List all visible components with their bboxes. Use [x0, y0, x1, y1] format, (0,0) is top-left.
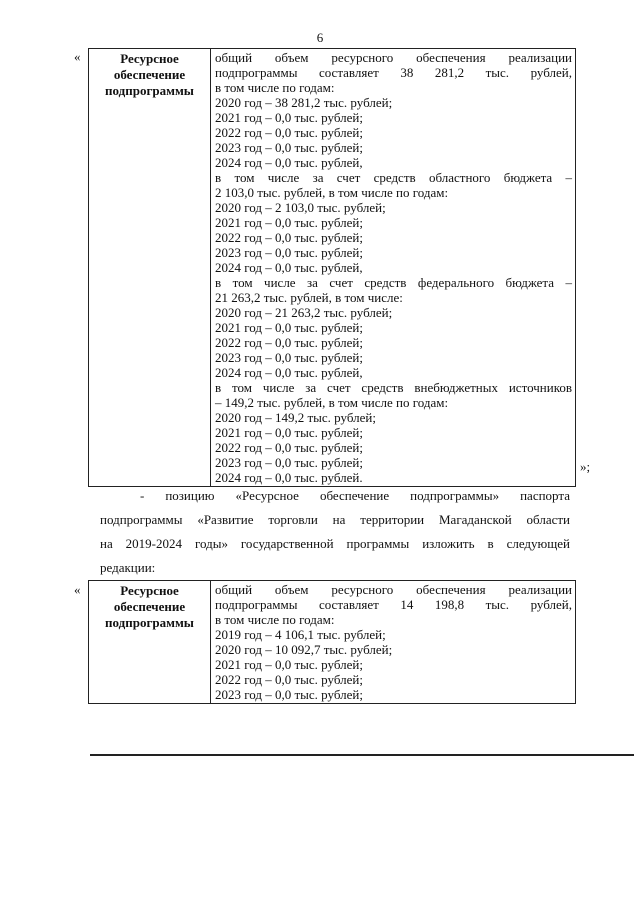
resource-line: 2022 год – 0,0 тыс. рублей; — [215, 230, 363, 245]
resource-line: 2019 год – 4 106,1 тыс. рублей; — [215, 627, 386, 642]
resource-line: 2021 год – 0,0 тыс. рублей; — [215, 320, 363, 335]
label-line: подпрограммы — [105, 615, 194, 630]
resource-line: 2021 год – 0,0 тыс. рублей; — [215, 657, 363, 672]
resource-line: в том числе за счет средств федерального бюджета – — [215, 275, 572, 290]
resource-line: 2 103,0 тыс. рублей, в том числе по годам: — [215, 185, 449, 200]
paragraph-line: редакции: — [100, 560, 156, 575]
resource-table-1 — [88, 48, 576, 487]
resource-content-cell — [211, 581, 576, 704]
resource-line: 2023 год – 0,0 тыс. рублей; — [215, 140, 363, 155]
paragraph-line: - позицию «Ресурсное обеспечение подпрограммы» паспорта — [140, 488, 570, 503]
resource-line: в том числе по годам: — [215, 612, 335, 627]
resource-content-cell — [211, 49, 576, 487]
resource-line: 2023 год – 0,0 тыс. рублей; — [215, 455, 363, 470]
resource-line: 2021 год – 0,0 тыс. рублей; — [215, 110, 363, 125]
closing-quote: »; — [580, 459, 591, 474]
opening-quote: « — [74, 582, 81, 597]
resource-table-2 — [88, 580, 576, 704]
paragraph-line: подпрограммы «Развитие торговли на территории Магаданской области — [100, 512, 570, 527]
resource-line: 2022 год – 0,0 тыс. рублей; — [215, 440, 363, 455]
label-line: обеспечение — [113, 599, 186, 614]
resource-line: подпрограммы составляет 38 281,2 тыс. рублей, — [215, 65, 572, 80]
label-line: подпрограммы — [105, 83, 194, 98]
resource-label-cell — [89, 581, 211, 704]
resource-line: 2023 год – 0,0 тыс. рублей; — [215, 245, 363, 260]
resource-line: в том числе за счет средств внебюджетных источников — [215, 380, 572, 395]
page-number: 6 — [316, 30, 324, 45]
opening-quote: « — [74, 49, 81, 64]
resource-line: 2024 год – 0,0 тыс. рублей, — [215, 365, 363, 380]
resource-line: 2024 год – 0,0 тыс. рублей, — [215, 155, 363, 170]
resource-line: в том числе по годам: — [215, 80, 335, 95]
resource-line: 2020 год – 21 263,2 тыс. рублей; — [215, 305, 393, 320]
resource-line: 2023 год – 0,0 тыс. рублей; — [215, 687, 363, 702]
resource-line: 2022 год – 0,0 тыс. рублей; — [215, 672, 363, 687]
resource-line: 2024 год – 0,0 тыс. рублей, — [215, 260, 363, 275]
footer-divider — [90, 754, 634, 756]
resource-line: 2020 год – 2 103,0 тыс. рублей; — [215, 200, 386, 215]
resource-line: 2020 год – 149,2 тыс. рублей; — [215, 410, 376, 425]
resource-line: общий объем ресурсного обеспечения реализации — [215, 50, 572, 65]
resource-line: общий объем ресурсного обеспечения реализации — [215, 582, 572, 597]
resource-line: 2021 год – 0,0 тыс. рублей; — [215, 425, 363, 440]
resource-line: 2024 год – 0,0 тыс. рублей. — [215, 470, 363, 485]
paragraph-line: на 2019-2024 годы» государственной программы изложить в следующей — [100, 536, 570, 551]
label-line: Ресурсное — [120, 51, 179, 66]
resource-line: подпрограммы составляет 14 198,8 тыс. рублей, — [215, 597, 572, 612]
resource-label-cell — [89, 49, 211, 487]
resource-line: 2020 год – 38 281,2 тыс. рублей; — [215, 95, 393, 110]
amendment-paragraph — [100, 484, 570, 580]
resource-line: – 149,2 тыс. рублей, в том числе по годам: — [215, 395, 449, 410]
resource-line: 2021 год – 0,0 тыс. рублей; — [215, 215, 363, 230]
resource-line: 2022 год – 0,0 тыс. рублей; — [215, 125, 363, 140]
label-line: Ресурсное — [120, 583, 179, 598]
resource-line: 2023 год – 0,0 тыс. рублей; — [215, 350, 363, 365]
label-line: обеспечение — [113, 67, 186, 82]
resource-line: 21 263,2 тыс. рублей, в том числе: — [215, 290, 403, 305]
resource-line: 2022 год – 0,0 тыс. рублей; — [215, 335, 363, 350]
resource-line: 2020 год – 10 092,7 тыс. рублей; — [215, 642, 393, 657]
resource-line: в том числе за счет средств областного бюджета – — [215, 170, 572, 185]
